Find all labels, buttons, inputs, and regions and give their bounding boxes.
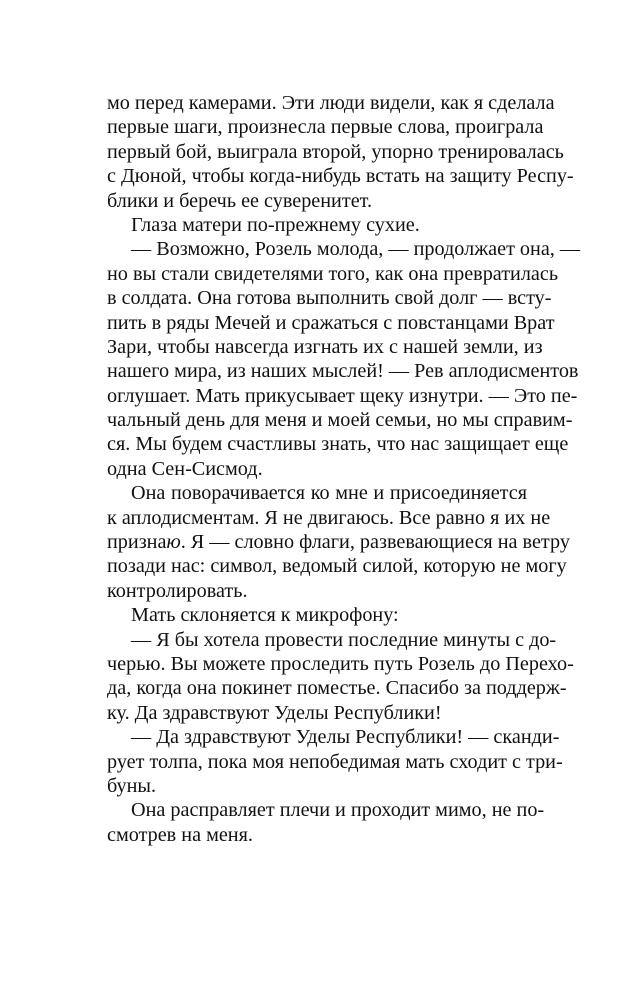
text-line: Зари, чтобы навсегда изгнать их с нашей земли, из [107, 335, 543, 358]
text-line: черью. Вы можете проследить путь Розель до Перехо- [107, 652, 574, 675]
text-line: позади нас: символ, ведомый силой, которую не могу [107, 555, 567, 578]
text-line: рует толпа, пока моя непобедимая мать сходит с три- [107, 750, 563, 773]
text-line: одна Сен-Сисмод. [107, 457, 263, 480]
text-line: но вы стали свидетелями того, как она превратилась [107, 262, 559, 285]
text-line: с Дюной, чтобы когда-нибудь встать на защиту Респу- [107, 165, 574, 188]
paragraph-start-line: — Я бы хотела провести последние минуты с до- [131, 628, 557, 651]
text-line: в солдата. Она готова выполнить свой долг — всту- [107, 287, 552, 310]
text-line: первый бой, выиграла второй, упорно тренировалась [107, 140, 564, 163]
text-line: буны. [107, 774, 157, 797]
text-segment: . Я — словно флаги, развевающиеся на ветру [180, 531, 570, 554]
paragraph-start-line: Мать склоняется к микрофону: [131, 604, 399, 627]
text-line: чальный день для меня и моей семьи, но мы справим- [107, 409, 573, 432]
text-line: пить в ряды Мечей и сражаться с повстанцами Врат [107, 311, 555, 334]
text-line: мо перед камерами. Эти люди видели, как я сделала [107, 92, 555, 114]
text-line: оглушает. Мать прикусывает щеку изнутри. — Это пе- [107, 384, 578, 407]
text-line: нашего мира, из наших мыслей! — Рев аплодисментов [107, 360, 579, 383]
text-line: да, когда она покинет поместье. Спасибо за поддерж- [107, 677, 567, 700]
text-line: смотрев на меня. [107, 823, 253, 846]
paragraph-start-line: Она поворачивается ко мне и присоединяется [131, 482, 527, 505]
text-line: ся. Мы будем счастливы знать, что нас защищает еще [107, 433, 569, 456]
text-line: ку. Да здравствуют Уделы Республики! [107, 701, 442, 724]
body-text [107, 91, 581, 847]
text-line [107, 530, 570, 554]
paragraph-start-line: Глаза матери по-прежнему сухие. [131, 213, 420, 236]
text-segment: призна [107, 531, 167, 554]
paragraph-start-line: — Возможно, Розель молода, — продолжает она, — [131, 238, 581, 261]
text-line: контролировать. [107, 579, 248, 602]
italic-letter: ю [166, 531, 181, 554]
text-line: к аплодисментам. Я не двигаюсь. Все равно я их не [107, 506, 551, 529]
text-line: первые шаги, произнесла первые слова, проиграла [107, 116, 544, 139]
text-line: блики и беречь ее суверенитет. [107, 189, 372, 212]
paragraph-start-line: — Да здравствуют Уделы Республики! — сканди- [131, 726, 560, 749]
paragraph-start-line: Она расправляет плечи и проходит мимо, не по- [131, 799, 545, 822]
